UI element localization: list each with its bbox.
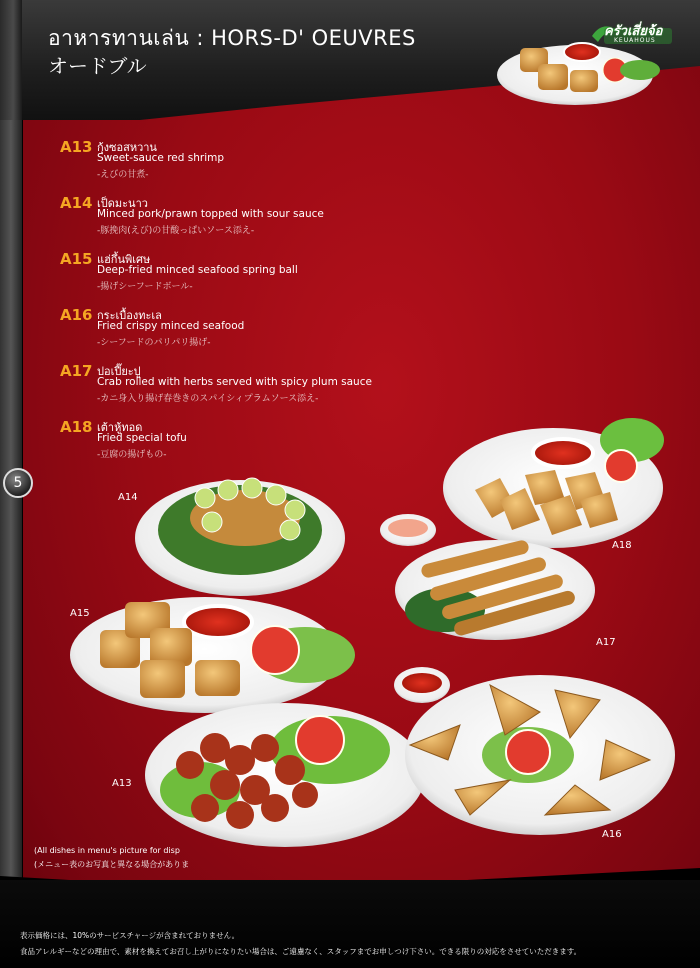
footer-service-charge-note: 表示価格には、10%のサービスチャージが含まれておりません。 (20, 931, 240, 940)
item-name-japanese: -揚げシーフードボール- (97, 282, 193, 292)
photo-disclaimer-japanese: (メニュー表のお写真と異なる場合がありま (34, 860, 190, 869)
item-name-thai: ปอเปี๊ยะปู (97, 365, 141, 378)
label-a16: A16 (602, 829, 622, 840)
dish-a13-photo (145, 703, 425, 847)
item-code: A16 (60, 306, 93, 324)
item-name-english: Fried special tofu (97, 432, 187, 444)
item-name-thai: กระเบื้องทะเล (97, 309, 162, 322)
dish-a16-photo (405, 675, 675, 835)
page-title-japanese: オードブル (48, 54, 147, 78)
dip-bowl-photo (380, 514, 436, 546)
item-name-japanese: -豚挽肉(えび)の甘酸っぱいソース添え- (97, 226, 255, 236)
item-name-english: Fried crispy minced seafood (97, 320, 245, 332)
label-a15: A15 (70, 608, 90, 619)
page-number-badge: 5 (3, 468, 33, 498)
item-name-english: Crab rolled with herbs served with spicy plum sauce (97, 376, 372, 388)
item-code: A14 (60, 194, 93, 212)
item-name-japanese: -カニ身入り揚げ春巻きのスパイシィプラムソース添え- (97, 394, 319, 404)
dish-a14-photo (135, 478, 345, 596)
header-dish-photo (497, 43, 660, 105)
item-name-thai: แฮ่กึ้นพิเศษ (97, 253, 151, 266)
label-a13: A13 (112, 778, 132, 789)
sauce-bowl-photo (394, 667, 450, 703)
item-name-english: Sweet-sauce red shrimp (97, 152, 225, 164)
dish-a18-photo (443, 418, 664, 548)
dish-a15-photo (70, 597, 355, 713)
dish-a17-photo (395, 539, 595, 640)
item-name-japanese: -シーフードのパリパリ揚げ- (97, 338, 211, 348)
item-name-japanese: -豆腐の揚げもの- (97, 450, 167, 460)
photo-disclaimer-english: (All dishes in menu's picture for disp (34, 846, 180, 855)
logo-subtext: KEUAHOUS (614, 37, 656, 44)
footer-allergy-note: 食品アレルギーなどの理由で、素材を換えてお召し上がりになりたい場合は、ご遠慮なく、スタッフまでお申しつけ下さい。できる限りの対応をさせていただきます。 (20, 947, 582, 956)
item-name-japanese: -えびの甘煮- (97, 170, 149, 180)
item-name-thai: เป็ดมะนาว (97, 197, 148, 210)
item-name-english: Minced pork/prawn topped with sour sauce (97, 208, 324, 220)
item-name-thai: เต้าหู้ทอด (97, 421, 143, 434)
item-name-thai: กุ้งซอสหวาน (97, 141, 157, 154)
item-code: A13 (60, 138, 93, 156)
item-code: A15 (60, 250, 93, 268)
label-a17: A17 (596, 637, 616, 648)
item-name-english: Deep-fried minced seafood spring ball (97, 264, 298, 276)
item-code: A17 (60, 362, 93, 380)
label-a14: A14 (118, 492, 138, 503)
item-code: A18 (60, 418, 93, 436)
logo-text: ครัวเสี่ยจ้อ (604, 24, 663, 39)
label-a18: A18 (612, 540, 632, 551)
page-title-thai: อาหารทานเล่น : HORS-D' OEUVRES (48, 26, 416, 50)
